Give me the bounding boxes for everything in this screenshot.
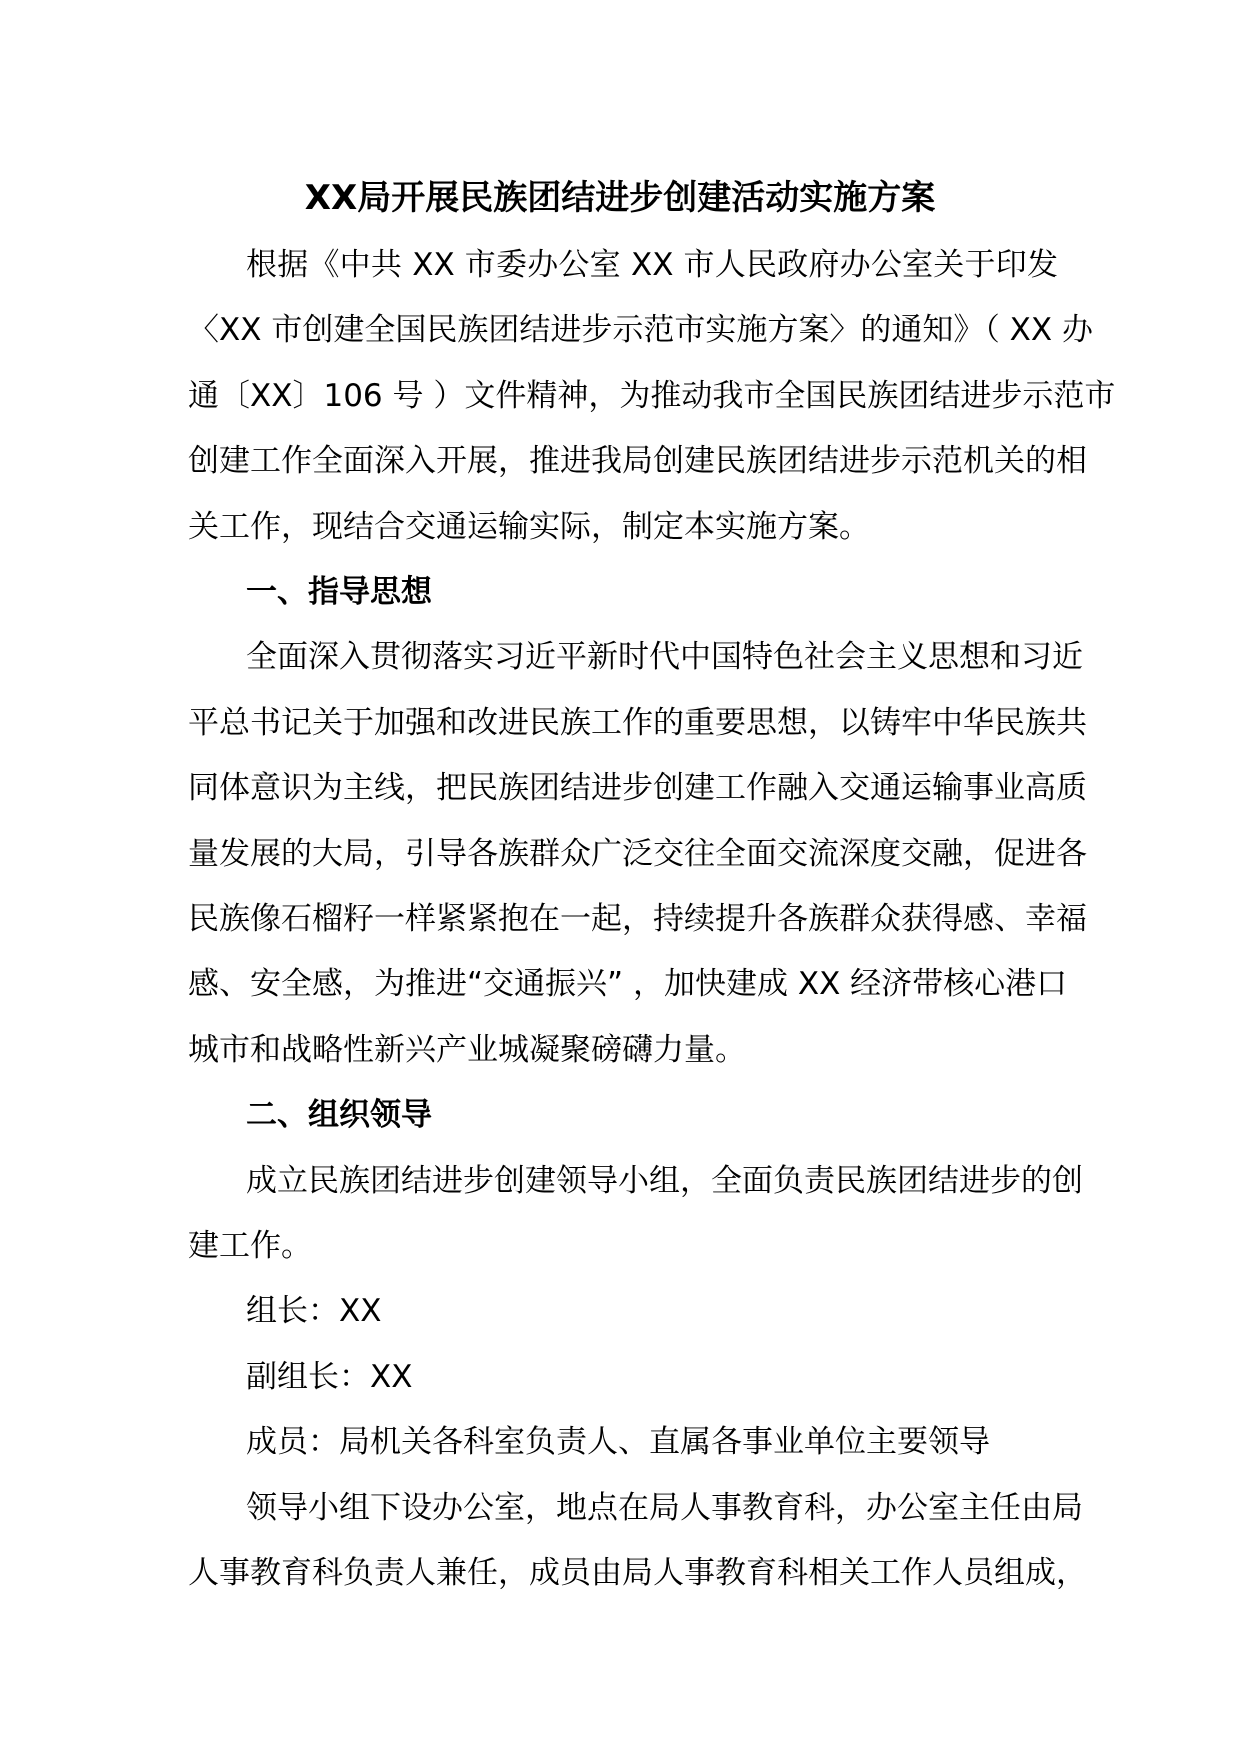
text-line: 成立民族团结进步创建领导小组，全面负责民族团结进步的创 (246, 1162, 1083, 1199)
text-line: 感、安全感，为推进“交通振兴” ，加快建成 XX 经济带核心港口 (188, 966, 1068, 1003)
text-line: 根据《中共 XX 市委办公室 XX 市人民政府办公室关于印发 (246, 247, 1058, 283)
text-line: 人事教育科负责人兼任，成员由局人事教育科相关工作人员组成， (188, 1555, 1087, 1591)
text-line: 领导小组下设办公室，地点在局人事教育科，办公室主任由局 (246, 1489, 1083, 1526)
text-line: 〈XX 市创建全国民族团结进步示范市实施方案〉的通知》（ XX 办 (188, 312, 1094, 349)
text-line: 全面深入贯彻落实习近平新时代中国特色社会主义思想和习近 (246, 639, 1083, 676)
document-title: XX局开展民族团结进步创建活动实施方案 (304, 178, 936, 218)
text-line: 量发展的大局，引导各族群众广泛交往全面交流深度交融，促进各 (188, 835, 1087, 872)
text-line: 成员：局机关各科室负责人、直属各事业单位主要领导 (246, 1424, 990, 1461)
text-line: 民族像石榴籽一样紧紧抱在一起，持续提升各族群众获得感、幸福 (188, 901, 1087, 937)
text-line: 同体意识为主线，把民族团结进步创建工作融入交通运输事业高质 (188, 770, 1087, 807)
heading-text: 二、组织领导 (246, 1097, 432, 1134)
text-line: 副组长：XX (246, 1358, 413, 1395)
text-line: 通〔XX〕106 号 ）文件精神，为推动我市全国民族团结进步示范市 (188, 377, 1116, 414)
text-line: 城市和战略性新兴产业城凝聚磅礴力量。 (188, 1031, 746, 1068)
text-line: 平总书记关于加强和改进民族工作的重要思想，以铸牢中华民族共 (188, 704, 1087, 741)
heading-text: 一、指导思想 (246, 574, 432, 610)
text-line: 创建工作全面深入开展，推进我局创建民族团结进步示范机关的相 (188, 443, 1087, 480)
text-line: 组长：XX (246, 1293, 382, 1330)
text-line: 关工作，现结合交通运输实际，制定本实施方案。 (188, 508, 870, 545)
text-line: 建工作。 (188, 1228, 312, 1264)
